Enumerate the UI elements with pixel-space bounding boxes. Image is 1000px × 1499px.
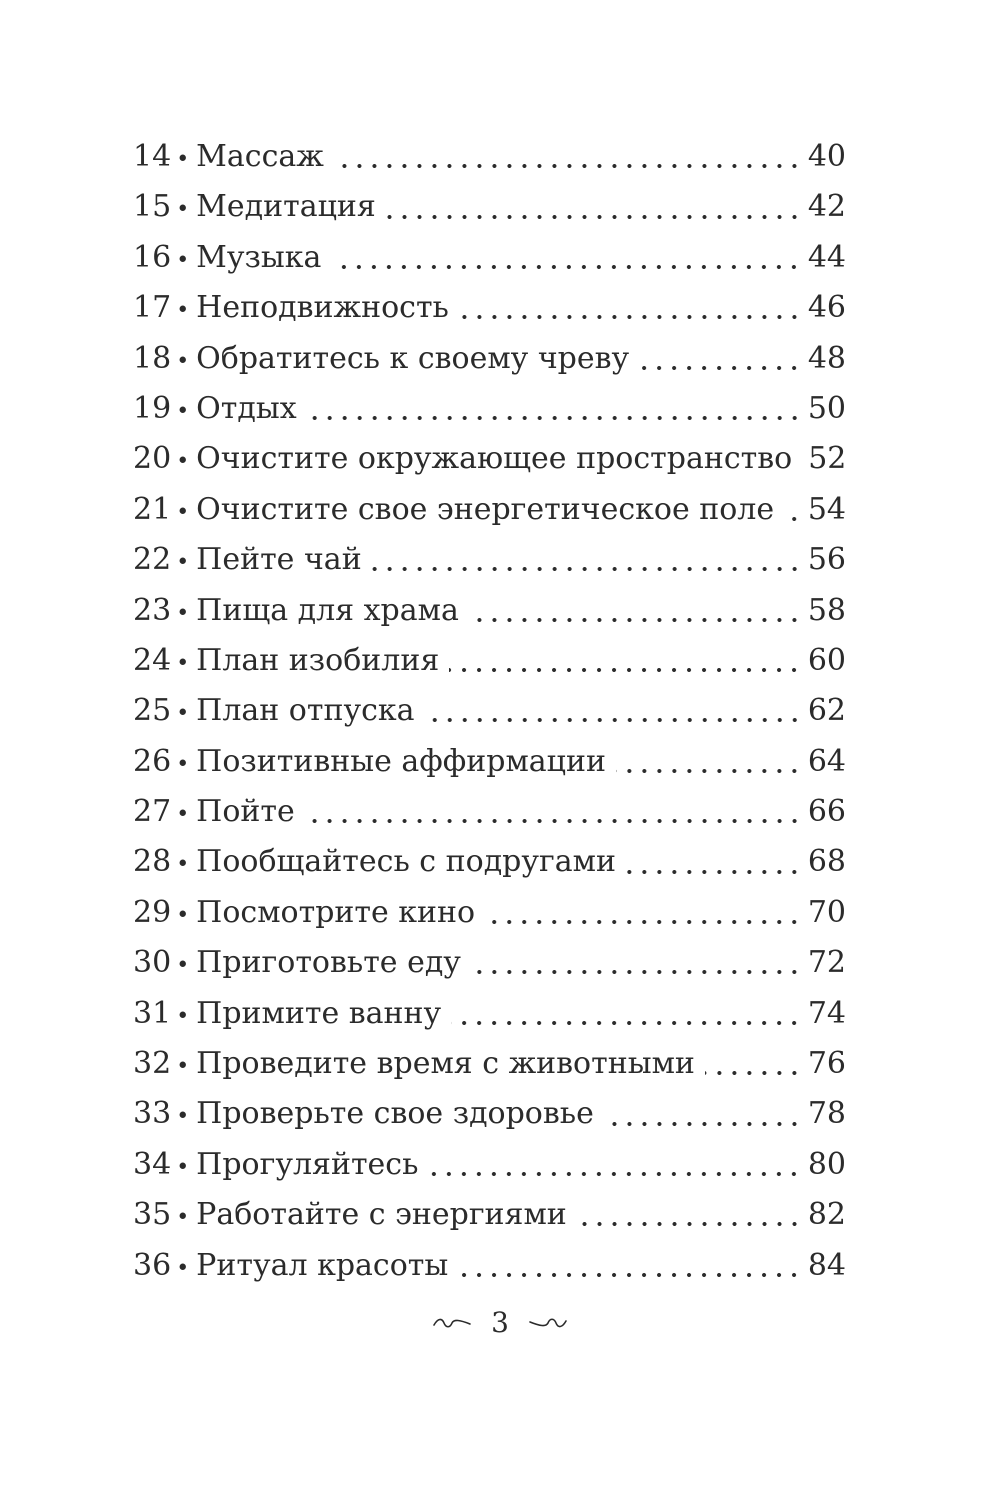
toc-entry-title: Медитация xyxy=(196,189,376,225)
toc-entry[interactable] xyxy=(133,182,846,232)
toc-entry-page: 64 xyxy=(807,743,846,779)
dot-leader xyxy=(307,416,802,420)
toc-entry-number: 30 xyxy=(133,945,172,981)
toc-entry-page: 72 xyxy=(807,945,846,981)
bullet-icon: • xyxy=(176,701,190,727)
toc-entry-page: 76 xyxy=(807,1046,846,1082)
toc-entry-title: Очистите свое энергетическое поле xyxy=(196,491,775,527)
bullet-icon: • xyxy=(176,600,190,626)
toc-entry-page: 66 xyxy=(807,794,846,830)
toc-entry-title: Ритуал красоты xyxy=(196,1247,449,1283)
dot-leader xyxy=(485,920,802,924)
dot-leader xyxy=(577,1222,802,1226)
toc-entry[interactable] xyxy=(133,132,846,182)
toc-entry-number: 25 xyxy=(133,693,172,729)
toc-entry-number: 36 xyxy=(133,1247,172,1283)
dot-leader xyxy=(331,265,801,269)
toc-entry-number: 26 xyxy=(133,743,172,779)
toc-entry-page: 46 xyxy=(807,290,846,326)
toc-entry[interactable] xyxy=(133,233,846,283)
toc-entry-page: 62 xyxy=(807,693,846,729)
bullet-icon: • xyxy=(176,953,190,979)
toc-entry[interactable] xyxy=(133,384,846,434)
toc-entry[interactable] xyxy=(133,586,846,636)
dot-leader xyxy=(428,1172,801,1176)
dot-leader xyxy=(626,870,802,874)
toc-entry-title: Позитивные аффирмации xyxy=(196,743,606,779)
toc-entry-title: Пейте чай xyxy=(196,542,362,578)
toc-entry-page: 74 xyxy=(807,995,846,1031)
toc-entry-title: Отдых xyxy=(196,390,297,426)
dot-leader xyxy=(604,1122,802,1126)
dot-leader xyxy=(451,1021,802,1025)
toc-entry-page: 54 xyxy=(807,491,846,527)
dot-leader xyxy=(616,769,802,773)
toc-entry-number: 18 xyxy=(133,340,172,376)
dot-leader xyxy=(784,517,802,521)
toc-entry[interactable] xyxy=(133,1241,846,1291)
dot-leader xyxy=(458,1273,802,1277)
toc-entry-title: Проведите время с животными xyxy=(196,1046,695,1082)
toc-entry-title: План изобилия xyxy=(196,642,440,678)
toc-entry[interactable] xyxy=(133,434,846,484)
toc-entry-page: 48 xyxy=(807,340,846,376)
toc-entry[interactable] xyxy=(133,989,846,1039)
toc-entry-number: 29 xyxy=(133,894,172,930)
bullet-icon: • xyxy=(176,852,190,878)
page-number: 3 xyxy=(491,1306,509,1339)
bullet-icon: • xyxy=(176,1205,190,1231)
toc-entry[interactable] xyxy=(133,485,846,535)
toc-entry[interactable] xyxy=(133,636,846,686)
toc-entry[interactable] xyxy=(133,334,846,384)
toc-entry-title: Посмотрите кино xyxy=(196,894,476,930)
toc-entry-title: Примите ванну xyxy=(196,995,442,1031)
toc-entry-title: Работайте с энергиями xyxy=(196,1197,567,1233)
toc-entry-title: Пойте xyxy=(196,794,295,830)
dot-leader xyxy=(386,215,802,219)
left-swash-ornament-icon xyxy=(432,1316,472,1330)
toc-entry-page: 78 xyxy=(807,1096,846,1132)
table-of-contents xyxy=(133,132,846,1291)
bullet-icon: • xyxy=(176,298,190,324)
toc-entry-number: 33 xyxy=(133,1096,172,1132)
bullet-icon: • xyxy=(176,499,190,525)
bullet-icon: • xyxy=(176,650,190,676)
toc-entry-number: 35 xyxy=(133,1197,172,1233)
toc-entry-title: Неподвижность xyxy=(196,290,449,326)
toc-entry-number: 27 xyxy=(133,794,172,830)
toc-entry-page: 60 xyxy=(807,642,846,678)
bullet-icon: • xyxy=(176,1154,190,1180)
toc-entry-number: 19 xyxy=(133,390,172,426)
toc-entry-title: Приготовьте еду xyxy=(196,945,461,981)
bullet-icon: • xyxy=(176,348,190,374)
toc-entry-number: 21 xyxy=(133,491,172,527)
toc-entry-page: 42 xyxy=(807,189,846,225)
toc-entry-number: 22 xyxy=(133,542,172,578)
dot-leader xyxy=(334,164,802,168)
dot-leader xyxy=(372,567,802,571)
dot-leader xyxy=(639,366,802,370)
bullet-icon: • xyxy=(176,147,190,172)
toc-entry-number: 23 xyxy=(133,592,172,628)
toc-entry-title: Очистите окружающее пространство xyxy=(196,441,793,477)
toc-entry-page: 80 xyxy=(807,1146,846,1182)
bullet-icon: • xyxy=(176,802,190,828)
right-swash-ornament-icon xyxy=(528,1316,568,1330)
toc-entry[interactable] xyxy=(133,1140,846,1190)
toc-entry[interactable] xyxy=(133,837,846,887)
bullet-icon: • xyxy=(176,449,190,475)
toc-entry-title: Пообщайтесь с подругами xyxy=(196,844,616,880)
bullet-icon: • xyxy=(176,247,190,273)
bullet-icon: • xyxy=(176,1054,190,1080)
toc-entry-page: 58 xyxy=(807,592,846,628)
toc-entry[interactable] xyxy=(133,1190,846,1240)
toc-entry[interactable] xyxy=(133,938,846,988)
toc-entry-title: Обратитесь к своему чреву xyxy=(196,340,630,376)
toc-entry-page: 44 xyxy=(807,239,846,275)
toc-entry-number: 31 xyxy=(133,995,172,1031)
toc-entry-number: 34 xyxy=(133,1146,172,1182)
toc-entry-number: 20 xyxy=(133,441,172,477)
toc-entry-page: 70 xyxy=(807,894,846,930)
toc-entry-number: 16 xyxy=(133,239,172,275)
page-folio xyxy=(0,1304,1000,1339)
toc-entry[interactable] xyxy=(133,686,846,736)
dot-leader xyxy=(705,1071,802,1075)
dot-leader xyxy=(471,970,802,974)
toc-entry-number: 24 xyxy=(133,642,172,678)
toc-entry-number: 28 xyxy=(133,844,172,880)
dot-leader xyxy=(459,315,802,319)
toc-entry[interactable] xyxy=(133,737,846,787)
toc-entry-title: План отпуска xyxy=(196,693,415,729)
toc-entry[interactable] xyxy=(133,787,846,837)
bullet-icon: • xyxy=(176,398,190,424)
toc-entry[interactable] xyxy=(133,1089,846,1139)
dot-leader xyxy=(305,819,802,823)
toc-entry[interactable] xyxy=(133,283,846,333)
toc-entry[interactable] xyxy=(133,1039,846,1089)
bullet-icon: • xyxy=(176,197,190,223)
bullet-icon: • xyxy=(176,1003,190,1029)
toc-entry-number: 32 xyxy=(133,1046,172,1082)
toc-entry-page: 50 xyxy=(807,390,846,426)
toc-entry-title: Массаж xyxy=(196,139,324,174)
toc-entry-page: 56 xyxy=(807,542,846,578)
toc-entry[interactable] xyxy=(133,888,846,938)
toc-entry-number: 14 xyxy=(133,139,172,174)
toc-entry-page: 52 xyxy=(808,441,847,477)
toc-entry-page: 82 xyxy=(807,1197,846,1233)
toc-entry-page: 68 xyxy=(807,844,846,880)
dot-leader xyxy=(425,718,802,722)
bullet-icon: • xyxy=(176,1104,190,1130)
bullet-icon: • xyxy=(176,902,190,928)
toc-entry-title: Прогуляйтесь xyxy=(196,1146,419,1182)
toc-entry-number: 17 xyxy=(133,290,172,326)
toc-entry-page: 40 xyxy=(807,139,846,174)
bullet-icon: • xyxy=(176,1255,190,1281)
dot-leader xyxy=(469,618,802,622)
toc-entry-number: 15 xyxy=(133,189,172,225)
toc-entry-title: Пища для храма xyxy=(196,592,459,628)
toc-entry[interactable] xyxy=(133,535,846,585)
toc-entry-page: 84 xyxy=(807,1247,846,1283)
bullet-icon: • xyxy=(176,550,190,576)
toc-entry-title: Музыка xyxy=(196,239,322,275)
toc-entry-title: Проверьте свое здоровье xyxy=(196,1096,594,1132)
bullet-icon: • xyxy=(176,751,190,777)
dot-leader xyxy=(449,668,802,672)
